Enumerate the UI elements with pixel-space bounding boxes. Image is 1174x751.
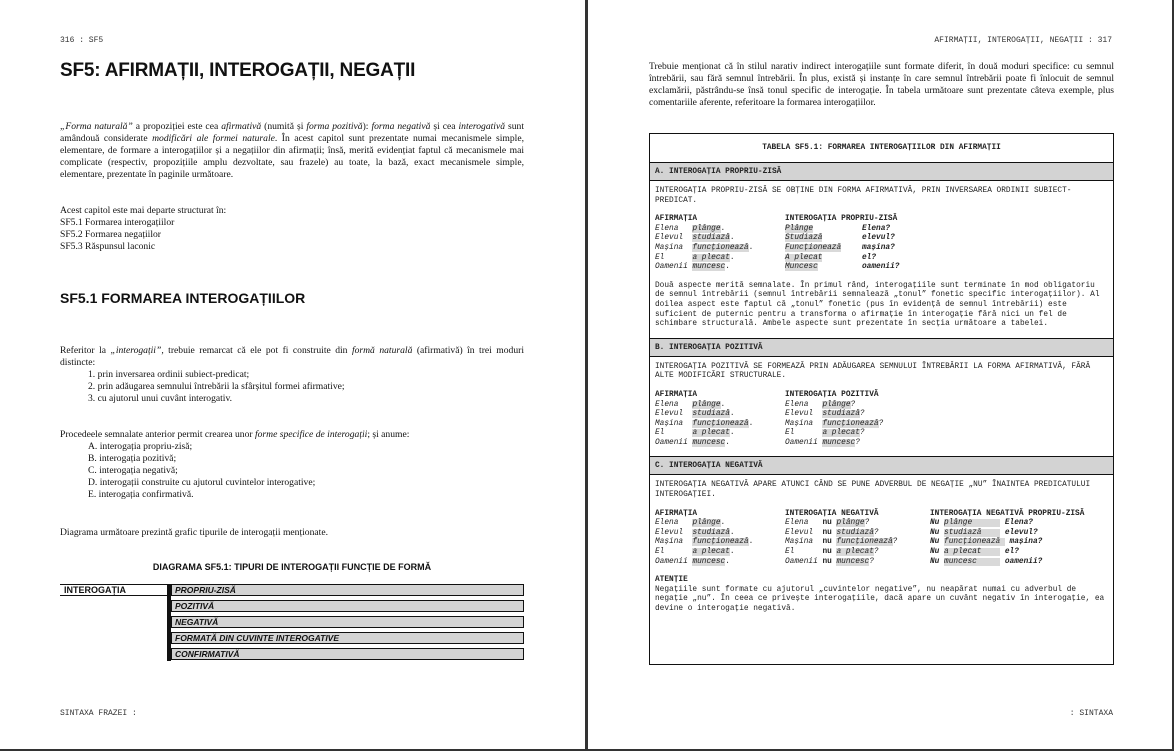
forms-item: D. interogații construite cu ajutorul cuvintelor interogative; xyxy=(88,477,316,488)
negation: Nu xyxy=(930,528,945,537)
predicate: a plecat xyxy=(692,253,730,262)
predicate: funcționează xyxy=(692,419,749,428)
subject: Elevul xyxy=(785,410,823,419)
affirmation-cell xyxy=(655,548,785,558)
predicate: studiază xyxy=(836,528,874,537)
subject: Elevul xyxy=(785,528,823,537)
forms-t3: ; și anume: xyxy=(367,429,410,440)
forms-item: A. interogația propriu-zisă; xyxy=(88,441,193,452)
modes-item: 2. prin adăugarea semnului întrebării la sfârșitul formei afirmative; xyxy=(88,381,345,392)
subject: elevul? xyxy=(1000,528,1038,537)
predicate: muncesc xyxy=(692,557,726,566)
subject: Elena xyxy=(655,519,693,528)
negation: Nu xyxy=(930,538,945,547)
predicate: Studiază xyxy=(785,234,823,243)
subject: mașina? xyxy=(1004,538,1043,547)
forms-paragraph xyxy=(60,429,530,441)
diagram-item: FORMATĂ DIN CUVINTE INTEROGATIVE xyxy=(171,632,524,644)
negation: Nu xyxy=(930,548,945,557)
predicate: plânge xyxy=(692,519,721,528)
predicate: plânge xyxy=(836,519,865,528)
modes-item: 3. cu ajutorul unui cuvânt interogativ. xyxy=(88,393,233,404)
modes-t1: Referitor la xyxy=(60,345,111,356)
negation: nu xyxy=(822,528,837,537)
predicate: funcționează xyxy=(944,538,1005,547)
punctuation: . xyxy=(729,253,735,262)
attention-text: Negațiile sunt formate cu ajutorul „cuvintelor negative”, nu neapărat numai cu adverbul de negație „nu”. În ceea ce privește interogațiile, dacă apare un cuvânt negativ în interogație, ea devine o interogație negativă. xyxy=(655,585,1105,613)
negative-question-cell xyxy=(785,558,930,568)
diagram-item: NEGATIVĂ xyxy=(171,616,524,628)
affirmation-cell xyxy=(655,401,785,411)
intro-t7: forma negativă xyxy=(371,121,431,132)
running-head-right: AFIRMAȚII, INTEROGAȚII, NEGAȚII : 317 xyxy=(934,36,1112,45)
subject: Oamenii xyxy=(655,263,693,272)
table-section-header: C. INTEROGAȚIA NEGATIVĂ xyxy=(650,457,1113,475)
structure-block xyxy=(60,205,524,253)
modes-t3: , trebuie remarcat că ele pot fi construite din xyxy=(161,345,352,356)
column-header: INTEROGAȚIA NEGATIVĂ xyxy=(785,509,879,518)
forms-t1: Procedeele semnalate anterior permit crearea unor xyxy=(60,429,255,440)
affirmation-cell xyxy=(655,558,785,568)
inverted-subject: mașina? xyxy=(862,243,895,252)
intro-t6: ): xyxy=(362,121,372,132)
negative-proper-question-cell xyxy=(930,529,1108,539)
subject: Oamenii xyxy=(785,438,823,447)
inverted-subject: elevul? xyxy=(862,234,895,243)
negative-proper-question-cell xyxy=(930,519,1108,529)
inverted-subject: Elena? xyxy=(862,224,891,233)
punctuation: . xyxy=(720,400,726,409)
subject: Elevul xyxy=(655,234,693,243)
diagram-title: DIAGRAMA SF5.1: TIPURI DE INTEROGAȚII FUNCȚIE DE FORMĂ xyxy=(152,562,432,572)
punctuation: . xyxy=(748,419,754,428)
predicate: plânge xyxy=(822,400,851,409)
affirmation-cell xyxy=(655,519,785,529)
punctuation: ? xyxy=(859,429,865,438)
subject: Oamenii xyxy=(785,557,823,566)
affirmation-cell xyxy=(655,263,785,273)
inverted-predicate-cell xyxy=(785,244,862,254)
structure-item[interactable]: SF5.1 Formarea interogațiilor xyxy=(60,217,175,228)
predicate: funcționează xyxy=(692,538,749,547)
structure-item[interactable]: SF5.3 Răspunsul laconic xyxy=(60,241,156,252)
intro-t4: (numită și xyxy=(261,121,307,132)
inverted-predicate-cell xyxy=(785,263,862,273)
forms-item: C. interogația negativă; xyxy=(88,465,178,476)
subject: El xyxy=(655,253,693,262)
affirmation-cell xyxy=(655,234,785,244)
affirmation-cell xyxy=(655,439,785,449)
predicate: muncesc xyxy=(692,438,726,447)
intro-t5: forma pozitivă xyxy=(306,121,363,132)
subject: Oamenii xyxy=(655,557,693,566)
positive-question-cell xyxy=(785,410,1108,420)
column-header: INTEROGAȚIA PROPRIU-ZISĂ xyxy=(785,215,898,224)
footer-right: : SINTAXA xyxy=(1069,709,1113,718)
punctuation: . xyxy=(748,243,754,252)
punctuation: . xyxy=(725,263,730,272)
affirmation-cell xyxy=(655,410,785,420)
negative-proper-question-cell xyxy=(930,548,1108,558)
subject: Elena xyxy=(785,400,823,409)
subject: Elevul xyxy=(655,528,693,537)
punctuation: . xyxy=(729,410,735,419)
negation: nu xyxy=(822,557,837,566)
inverted-predicate-cell xyxy=(785,254,862,264)
predicate: Muncesc xyxy=(785,263,818,272)
inverted-subject: oamenii? xyxy=(862,263,900,272)
punctuation: . xyxy=(725,438,730,447)
affirmation-cell xyxy=(655,529,785,539)
modes-t4: formă naturală xyxy=(351,345,413,356)
predicate: muncesc xyxy=(836,557,870,566)
subject: Mașina xyxy=(655,538,693,547)
negative-question-cell xyxy=(785,529,930,539)
predicate: a plecat xyxy=(692,548,730,557)
predicate: a plecat xyxy=(836,548,874,557)
intro-t1: „Forma naturală” xyxy=(60,121,133,132)
forms-item: B. interogația pozitivă; xyxy=(88,453,177,464)
predicate: studiază xyxy=(822,410,860,419)
right-intro-paragraph: Trebuie menționat că în stilul narativ indirect interogațiile sunt formate diferit, în două moduri specifice: cu semnul întrebării, sau fără semnul întrebării. În plus, există și instanțe în care semnul întrebării poate fi înlocuit de semnul exclamării, păstrându-se însă tonul specific de interogație. În tabela următoare sunt prezentate câteva exemple, plus comentariile aferente, referitoare la formarea interogațiilor. xyxy=(649,61,1114,108)
affirmation-cell xyxy=(655,429,785,439)
intro-paragraph xyxy=(60,121,524,181)
attention-title: ATENȚIE xyxy=(655,576,688,585)
subject: Oamenii xyxy=(655,438,693,447)
punctuation: . xyxy=(729,234,735,243)
subject: oamenii? xyxy=(1000,557,1043,566)
running-head-left: 316 : SF5 xyxy=(60,36,104,45)
subject: Mașina xyxy=(655,419,693,428)
intro-t3: afirmativă xyxy=(221,121,262,132)
predicate: plânge xyxy=(944,519,1001,528)
punctuation: . xyxy=(720,519,726,528)
punctuation: ? xyxy=(873,528,879,537)
intro-t12: . În acest capitol sunt prezentate numai mecanismele simple, elementare, de formare a interogațiilor și a negațiilor din afirmații; însă, merită evidențiat faptul că mecanismele mai complicate (respectiv, propozițiile amplu dezvoltate, sau frazele) au toate, la bază, exact mecanismele simple, elementare, prezentate în paginile următoare. xyxy=(60,133,524,180)
predicate: a plecat xyxy=(822,429,860,438)
negation: nu xyxy=(822,548,837,557)
forms-t2: forme specifice de interogații xyxy=(254,429,368,440)
subject: el? xyxy=(1000,548,1019,557)
predicate: funcționează xyxy=(836,538,893,547)
subject: El xyxy=(785,429,823,438)
table-section-body xyxy=(650,181,1113,339)
subject: Elena? xyxy=(1000,519,1033,528)
predicate: plânge xyxy=(692,224,721,233)
modes-t5: (afirmativă) în trei moduri distincte: xyxy=(60,345,524,368)
predicate: a plecat xyxy=(944,548,1001,557)
section-description: INTEROGAȚIA NEGATIVĂ APARE ATUNCI CÂND SE PUNE ADVERBUL DE NEGAȚIE „NU” ÎNAINTEA PREDICATULUI INTEROGAȚIEI. xyxy=(655,481,1091,500)
column-header: INTEROGAȚIA POZITIVĂ xyxy=(785,390,879,399)
subject: El xyxy=(655,429,693,438)
predicate: A plecat xyxy=(785,253,823,262)
inverted-predicate-cell xyxy=(785,234,862,244)
positive-question-cell xyxy=(785,429,1108,439)
modes-paragraph xyxy=(60,345,524,369)
predicate: studiază xyxy=(692,234,730,243)
section-title: SF5.1 FORMAREA INTEROGAȚIILOR xyxy=(60,290,306,306)
affirmation-cell xyxy=(655,254,785,264)
subject: Mașina xyxy=(655,243,693,252)
column-header: INTEROGAȚIA NEGATIVĂ PROPRIU-ZISĂ xyxy=(930,509,1085,518)
modes-item: 1. prin inversarea ordinii subiect-predicat; xyxy=(88,369,250,380)
predicate: a plecat xyxy=(692,429,730,438)
forms-item: E. interogația confirmativă. xyxy=(88,489,194,500)
table-sf5-1 xyxy=(649,133,1114,665)
subject: Elena xyxy=(655,224,693,233)
predicate: plânge xyxy=(692,400,721,409)
punctuation: . xyxy=(748,538,754,547)
positive-question-cell xyxy=(785,439,1108,449)
section-description: INTEROGAȚIA POZITIVĂ SE FORMEAZĂ PRIN ADĂUGAREA SEMNULUI ÎNTREBĂRII LA FORMA AFIRMATIVĂ, FĂRĂ ALTE MODIFICĂRI STRUCTURALE. xyxy=(655,362,1091,381)
attention-note xyxy=(655,576,1108,614)
diagram-root: INTEROGAȚIA xyxy=(60,584,168,596)
table-title: TABELA SF5.1: FORMAREA INTEROGAȚIILOR DIN AFIRMAȚII xyxy=(650,134,1113,163)
negation: nu xyxy=(822,538,837,547)
subject: El xyxy=(655,548,693,557)
predicate: muncesc xyxy=(944,557,1001,566)
predicate: studiază xyxy=(692,528,730,537)
footer-left: SINTAXA FRAZEI : xyxy=(60,709,137,718)
diagram-item: CONFIRMATIVĂ xyxy=(171,648,524,660)
affirmation-cell xyxy=(655,244,785,254)
negative-question-cell xyxy=(785,538,930,548)
punctuation: ? xyxy=(850,400,856,409)
modes-list xyxy=(60,369,524,405)
predicate: Funcționează xyxy=(785,243,842,252)
table-section-header: B. INTEROGAȚIA POZITIVĂ xyxy=(650,339,1113,357)
negation: Nu xyxy=(930,519,945,528)
subject: Elena xyxy=(655,400,693,409)
predicate: funcționează xyxy=(822,419,879,428)
negation: Nu xyxy=(930,557,945,566)
punctuation: . xyxy=(729,528,735,537)
inverted-predicate-cell xyxy=(785,225,862,235)
predicate: Plânge xyxy=(785,224,814,233)
punctuation: ? xyxy=(873,548,879,557)
inverted-subject: el? xyxy=(862,253,877,262)
affirmation-cell xyxy=(655,538,785,548)
punctuation: ? xyxy=(869,557,874,566)
subject: El xyxy=(785,548,823,557)
predicate: funcționează xyxy=(692,243,749,252)
affirmation-cell xyxy=(655,420,785,430)
punctuation: . xyxy=(729,548,735,557)
diagram-item: POZITIVĂ xyxy=(171,600,524,612)
intro-t10: sunt amândouă considerate xyxy=(60,121,524,144)
intro-t9: interogativă xyxy=(458,121,506,132)
diagram-item: PROPRIU-ZISĂ xyxy=(171,584,524,596)
diagram-intro: Diagrama următoare prezintă grafic tipurile de interogații menționate. xyxy=(60,527,328,538)
table-section-body xyxy=(650,475,1113,622)
predicate: muncesc xyxy=(692,263,726,272)
subject: Elena xyxy=(785,519,823,528)
subject: Mașina xyxy=(785,538,823,547)
punctuation: ? xyxy=(878,419,884,428)
punctuation: . xyxy=(729,429,735,438)
intro-t11: modificări ale formei naturale xyxy=(152,133,275,144)
intro-t8: și cea xyxy=(430,121,459,132)
affirmation-cell xyxy=(655,225,785,235)
intro-t2: a propoziției este cea xyxy=(132,121,222,132)
examples-grid xyxy=(655,510,1108,568)
modes-t2: „interogații” xyxy=(110,345,162,356)
negative-proper-question-cell xyxy=(930,558,1108,568)
punctuation: . xyxy=(720,224,726,233)
forms-list xyxy=(60,441,524,501)
table-section-body xyxy=(650,357,1113,458)
column-header: AFIRMAȚIA xyxy=(655,215,698,224)
left-page xyxy=(0,0,585,749)
examples-grid xyxy=(655,215,1108,273)
structure-intro: Acest capitol este mai departe structurat în: xyxy=(60,205,227,216)
positive-question-cell xyxy=(785,401,1108,411)
examples-grid xyxy=(655,391,1108,449)
predicate: studiază xyxy=(692,410,730,419)
predicate: studiază xyxy=(944,528,1001,537)
punctuation: ? xyxy=(892,538,898,547)
punctuation: ? xyxy=(855,438,860,447)
subject: Mașina xyxy=(785,419,823,428)
positive-question-cell xyxy=(785,420,1108,430)
structure-item[interactable]: SF5.2 Formarea negațiilor xyxy=(60,229,161,240)
column-header: AFIRMAȚIA xyxy=(655,390,698,399)
punctuation: ? xyxy=(859,410,865,419)
subject: Elevul xyxy=(655,410,693,419)
punctuation: . xyxy=(725,557,730,566)
negation: nu xyxy=(822,519,837,528)
section-note: Două aspecte merită semnalate. În primul rând, interogațiile sunt terminate în mod obligatoriu de semnul întrebării (semnul întrebării semnalează „tonul” fonetic specific interogațiilor). Al doilea aspect este faptul că „tonul” fonetic (pus în evidență de semnul întrebării) este suficient de puternic pentru a transforma o afirmație în interogație fără nici un fel de schimbare structurală. Ambele aspecte sunt prezentate în secția următoare a tabelei. xyxy=(655,281,1100,329)
chapter-title: SF5: AFIRMAȚII, INTEROGAȚII, NEGAȚII xyxy=(60,60,416,81)
column-header: AFIRMAȚIA xyxy=(655,509,698,518)
negative-question-cell xyxy=(785,519,930,529)
negative-question-cell xyxy=(785,548,930,558)
negative-proper-question-cell xyxy=(930,538,1108,548)
predicate: muncesc xyxy=(822,438,856,447)
table-section-header: A. INTEROGAȚIA PROPRIU-ZISĂ xyxy=(650,163,1113,181)
punctuation: ? xyxy=(864,519,870,528)
section-description: INTEROGAȚIA PROPRIU-ZISĂ SE OBȚINE DIN FORMA AFIRMATIVĂ, PRIN INVERSAREA ORDINII SUBIECT-PREDICAT. xyxy=(655,187,1072,205)
